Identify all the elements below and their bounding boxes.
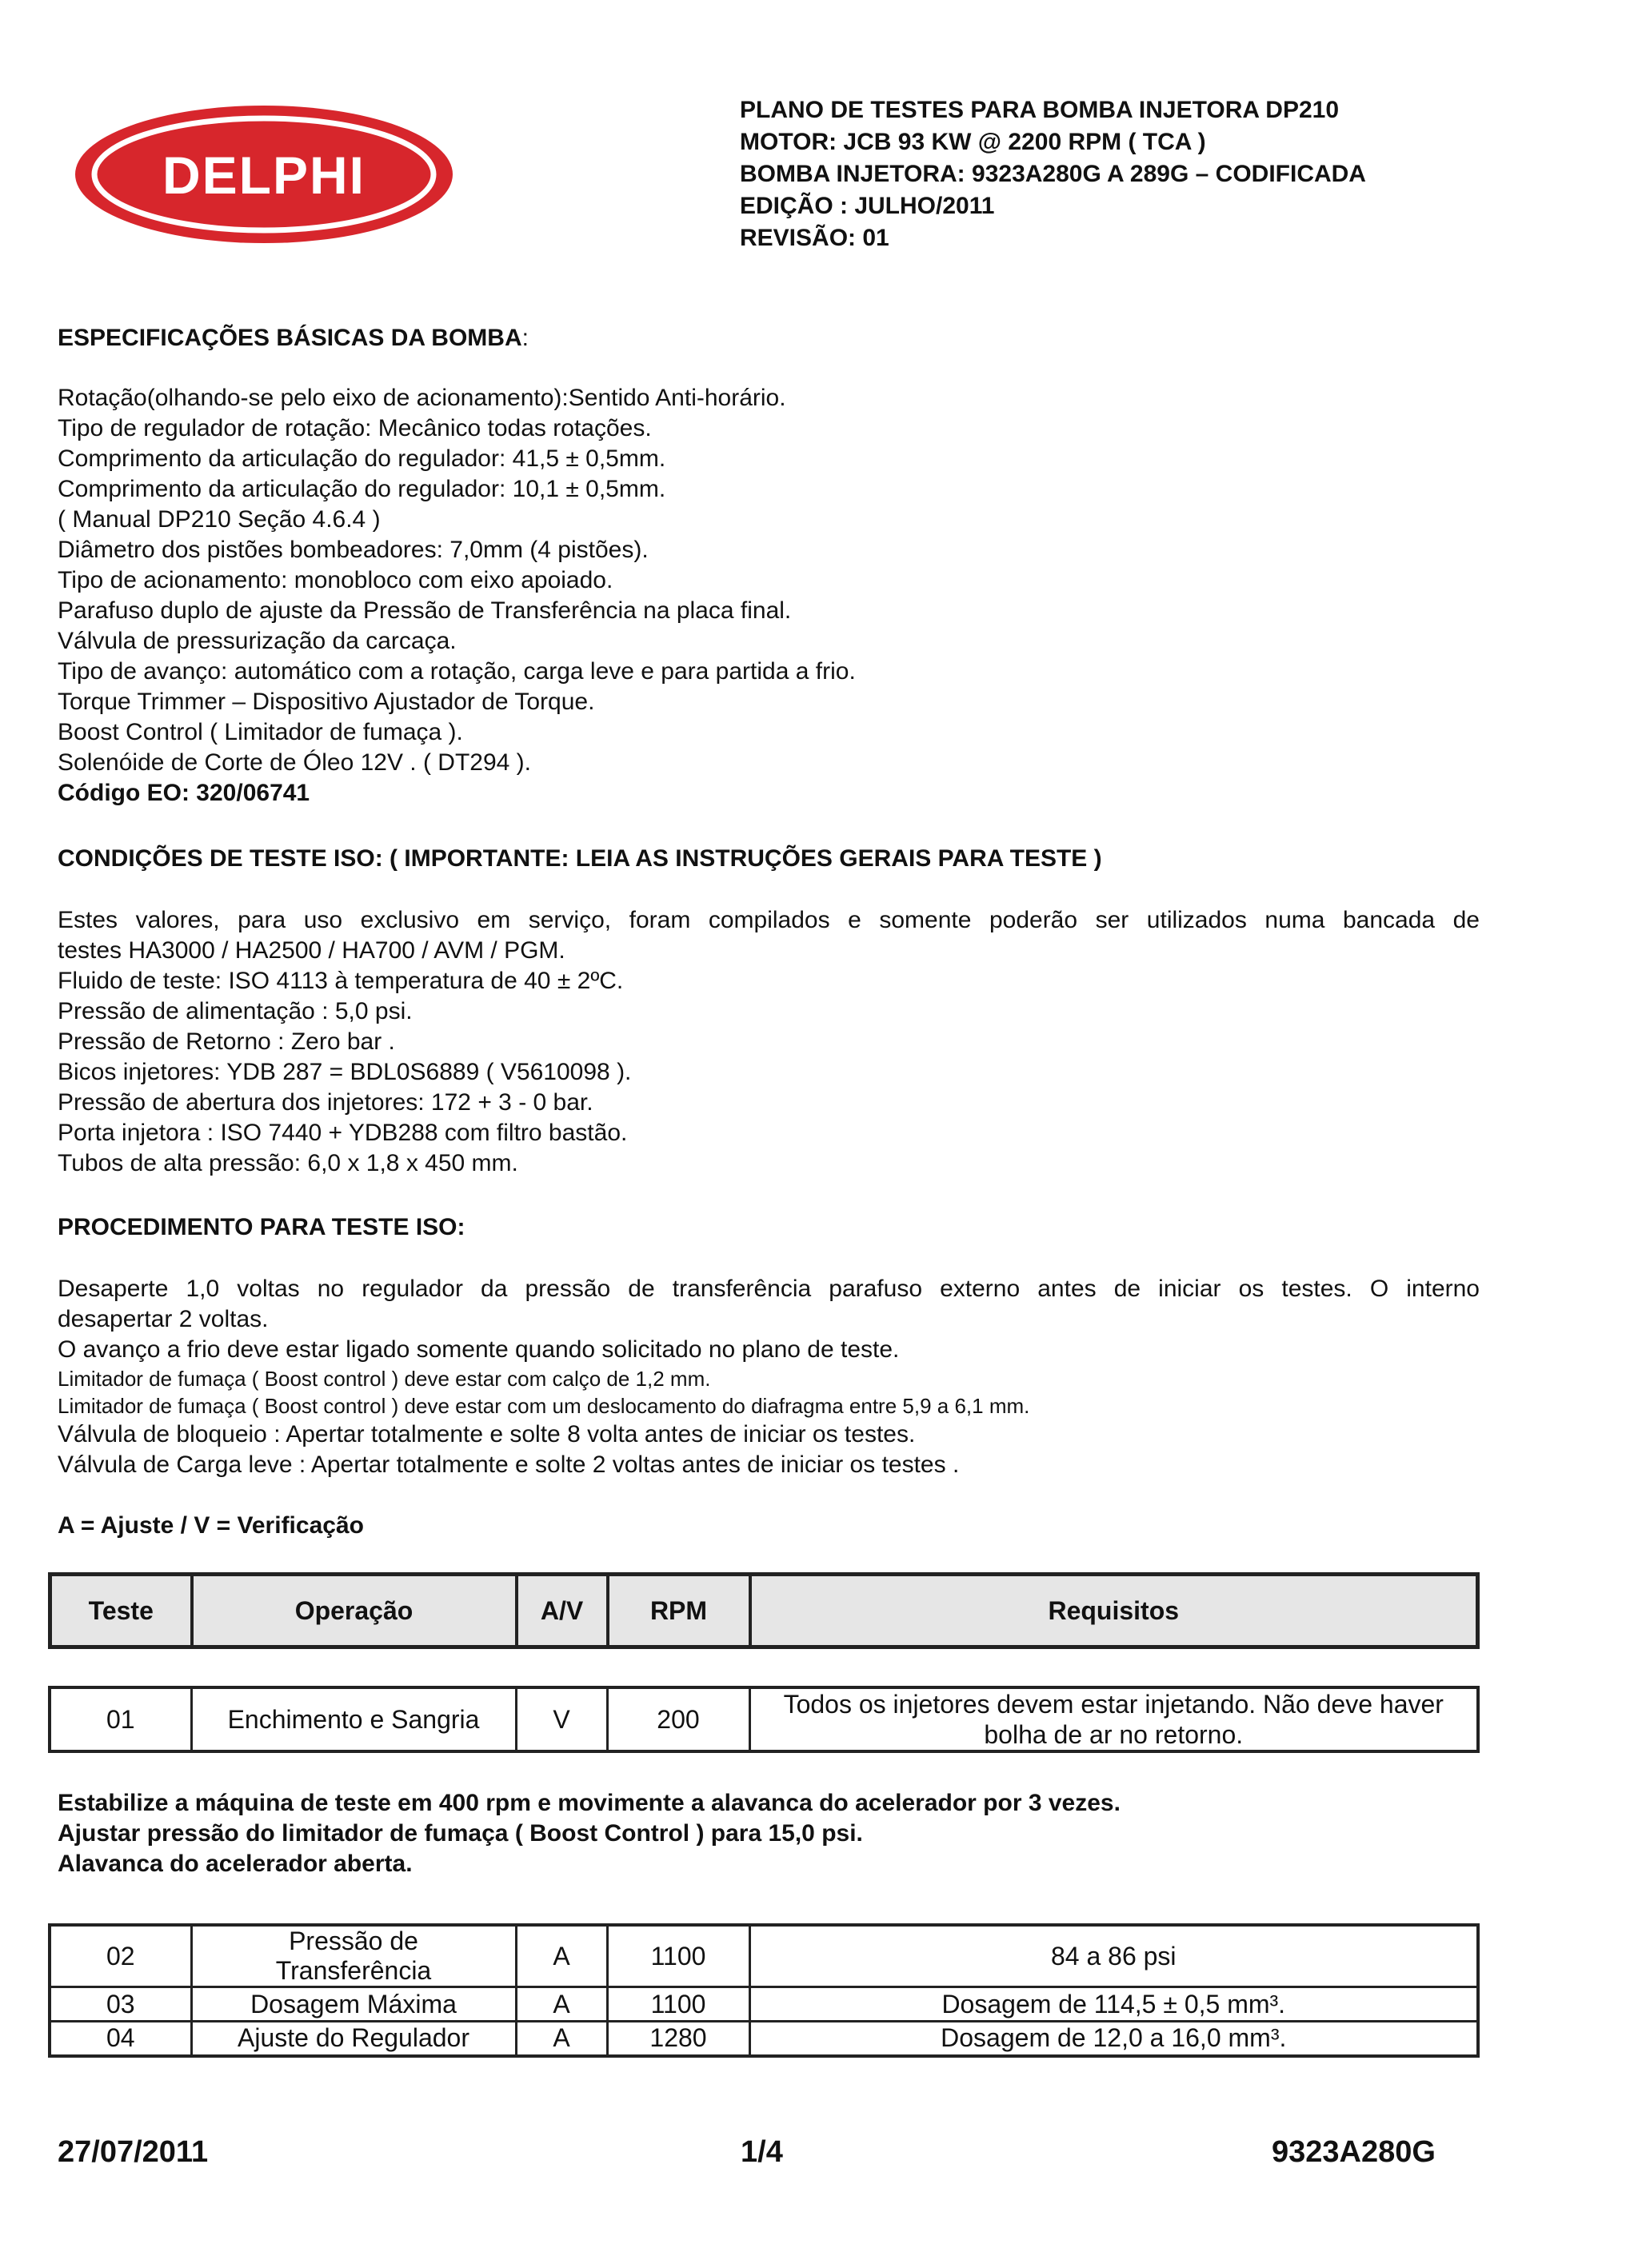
test-table-2 [48, 1923, 1480, 2058]
cell-requisitos: 84 a 86 psi [749, 1925, 1478, 1987]
procedure-heading: PROCEDIMENTO PARA TESTE ISO: [58, 1214, 465, 1240]
table-row [50, 1925, 1478, 1987]
legend: A = Ajuste / V = Verificação [58, 1512, 364, 1539]
footer-pump-code: 9323A280G [1272, 2135, 1436, 2169]
col-av: A/V [517, 1575, 608, 1647]
procedure-paragraph: Desaperte 1,0 voltas no regulador da pressão de transferência parafuso externo antes de iniciar os testes. O interno [58, 1276, 1480, 1302]
spec-line: Válvula de pressurização da carcaça. [58, 628, 457, 654]
logo-text: DELPHI [162, 146, 366, 205]
spec-line: Tipo de regulador de rotação: Mecânico todas rotações. [58, 415, 652, 441]
cell-operacao: Enchimento e Sangria [191, 1687, 516, 1751]
cell-av: A [516, 2022, 607, 2056]
condition-line: Pressão de abertura dos injetores: 172 + 3 - 0 bar. [58, 1089, 593, 1116]
spec-line: Tipo de acionamento: monobloco com eixo apoiado. [58, 567, 613, 593]
table-row [50, 2022, 1478, 2056]
spec-line: Parafuso duplo de ajuste da Pressão de Transferência na placa final. [58, 597, 792, 624]
cell-requisitos: Dosagem de 114,5 ± 0,5 mm³. [749, 1987, 1478, 2022]
condition-line: Fluido de teste: ISO 4113 à temperatura de 40 ± 2ºC. [58, 968, 624, 994]
procedure-paragraph-cont: desapertar 2 voltas. [58, 1306, 269, 1332]
spec-line: Comprimento da articulação do regulador: 10,1 ± 0,5mm. [58, 476, 666, 502]
eo-code: Código EO: 320/06741 [58, 780, 310, 806]
col-requisitos: Requisitos [750, 1575, 1478, 1647]
cell-rpm: 1100 [607, 1987, 749, 2022]
table-row [50, 1987, 1478, 2022]
col-teste: Teste [50, 1575, 192, 1647]
cell-teste: 03 [50, 1987, 191, 2022]
spec-line: Tipo de avanço: automático com a rotação, carga leve e para partida a frio. [58, 658, 856, 685]
cell-operacao: Ajuste do Regulador [191, 2022, 516, 2056]
procedure-line: Válvula de bloqueio : Apertar totalmente e solte 8 volta antes de iniciar os testes. [58, 1421, 916, 1447]
specs-heading: ESPECIFICAÇÕES BÁSICAS DA BOMBA: [58, 325, 529, 351]
header-pump: BOMBA INJETORA: 9323A280G A 289G – CODIFICADA [740, 161, 1366, 187]
spec-line: ( Manual DP210 Seção 4.6.4 ) [58, 506, 381, 533]
cell-rpm: 1100 [607, 1925, 749, 1987]
footer-date: 27/07/2011 [58, 2135, 209, 2169]
cell-rpm: 200 [607, 1687, 749, 1751]
spec-line: Boost Control ( Limitador de fumaça ). [58, 719, 463, 745]
instruction-line: Alavanca do acelerador aberta. [58, 1851, 413, 1877]
cell-av: A [516, 1987, 607, 2022]
instruction-line: Ajustar pressão do limitador de fumaça ( Boost Control ) para 15,0 psi. [58, 1820, 863, 1847]
cell-requisitos: Todos os injetores devem estar injetando. Não deve haver bolha de ar no retorno. [749, 1687, 1478, 1751]
procedure-line: Válvula de Carga leve : Apertar totalmente e solte 2 voltas antes de iniciar os testes . [58, 1451, 960, 1478]
condition-line: Pressão de alimentação : 5,0 psi. [58, 998, 413, 1024]
instruction-line: Estabilize a máquina de teste em 400 rpm e movimente a alavanca do acelerador por 3 vezes. [58, 1790, 1121, 1816]
cell-requisitos: Dosagem de 12,0 a 16,0 mm³. [749, 2022, 1478, 2056]
spec-line: Comprimento da articulação do regulador: 41,5 ± 0,5mm. [58, 445, 666, 472]
spec-line: Solenóide de Corte de Óleo 12V . ( DT294 ). [58, 749, 532, 776]
col-operacao: Operação [192, 1575, 517, 1647]
procedure-note: Limitador de fumaça ( Boost control ) deve estar com calço de 1,2 mm. [58, 1367, 711, 1391]
header-title: PLANO DE TESTES PARA BOMBA INJETORA DP210 [740, 97, 1340, 123]
cell-av: A [516, 1925, 607, 1987]
condition-line: Bicos injetores: YDB 287 = BDL0S6889 ( V5610098 ). [58, 1059, 632, 1085]
document-header [740, 94, 1366, 254]
footer-page-number: 1/4 [741, 2135, 783, 2169]
condition-line: Porta injetora : ISO 7440 + YDB288 com filtro bastão. [58, 1120, 628, 1146]
procedure-note: Limitador de fumaça ( Boost control ) deve estar com um deslocamento do diafragma entre 5,9 a 6,1 mm. [58, 1394, 1030, 1418]
spec-line: Torque Trimmer – Dispositivo Ajustador de Torque. [58, 689, 595, 715]
col-rpm: RPM [608, 1575, 750, 1647]
header-motor: MOTOR: JCB 93 KW @ 2200 RPM ( TCA ) [740, 129, 1206, 155]
test-table-1 [48, 1686, 1480, 1753]
cell-operacao: Dosagem Máxima [191, 1987, 516, 2022]
spec-line: Rotação(olhando-se pelo eixo de acionamento):Sentido Anti-horário. [58, 385, 786, 411]
table-row [50, 1687, 1478, 1751]
cell-operacao: Pressão de Transferência [191, 1925, 516, 1987]
cell-teste: 04 [50, 2022, 191, 2056]
header-revision: REVISÃO: 01 [740, 225, 889, 251]
conditions-heading: CONDIÇÕES DE TESTE ISO: ( IMPORTANTE: LEIA AS INSTRUÇÕES GERAIS PARA TESTE ) [58, 845, 1102, 872]
procedure-line: O avanço a frio deve estar ligado somente quando solicitado no plano de teste. [58, 1336, 900, 1363]
test-table-header [48, 1572, 1480, 1649]
conditions-paragraph: Estes valores, para uso exclusivo em serviço, foram compilados e somente poderão ser utilizados numa bancada de [58, 907, 1480, 933]
cell-teste: 02 [50, 1925, 191, 1987]
header-edition: EDIÇÃO : JULHO/2011 [740, 193, 995, 219]
condition-line: Tubos de alta pressão: 6,0 x 1,8 x 450 mm. [58, 1150, 518, 1176]
delphi-logo [74, 104, 454, 245]
cell-rpm: 1280 [607, 2022, 749, 2056]
conditions-paragraph-cont: testes HA3000 / HA2500 / HA700 / AVM / PGM. [58, 937, 565, 964]
cell-av: V [516, 1687, 607, 1751]
spec-line: Diâmetro dos pistões bombeadores: 7,0mm (4 pistões). [58, 537, 649, 563]
cell-teste: 01 [50, 1687, 191, 1751]
condition-line: Pressão de Retorno : Zero bar . [58, 1028, 395, 1055]
